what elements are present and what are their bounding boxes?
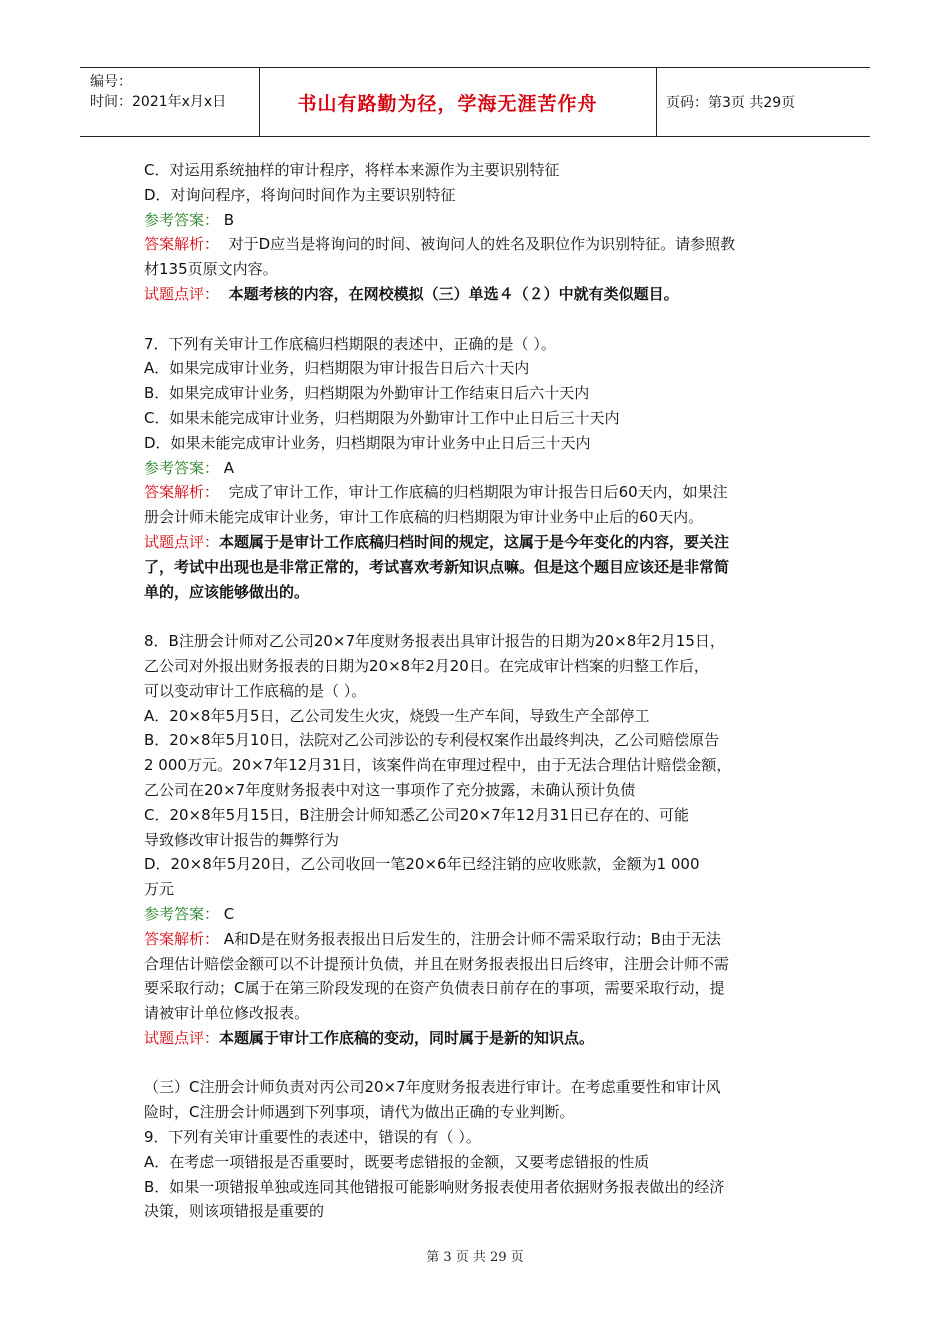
explanation-text: 合理估计赔偿金额可以不计提预计负债，并且在财务报表报出日后终审，注册会计师不需 (144, 954, 730, 973)
explanation-text: A和D是在财务报表报出日后发生的，注册会计师不需采取行动；B由于无法 (223, 929, 721, 948)
option-c: 导致修改审计报告的舞弊行为 (144, 830, 340, 849)
explanation-line (144, 480, 814, 505)
answer-label: 参考答案： (144, 210, 220, 229)
header-motto: 书山有路勤为径，学海无涯苦作舟 (297, 92, 598, 115)
answer-label: 参考答案： (144, 904, 220, 923)
explanation-text: 请被审计单位修改报表。 (144, 1004, 310, 1023)
option-b: B．20×8年5月10日，法院对乙公司涉讼的专利侵权案作出最终判决，乙公司赔偿原告 (144, 731, 720, 750)
question-stem: 9．下列有关审计重要性的表述中，错误的有（ ）。 (144, 1128, 481, 1147)
comment-line (144, 282, 814, 307)
explanation-text: 材135页原文内容。 (144, 260, 278, 279)
explanation-text: 完成了审计工作，审计工作底稿的归档期限为审计报告日后60天内，如果注 (228, 483, 728, 502)
option-d: 万元 (144, 880, 175, 899)
option-c: C．20×8年5月15日，B注册会计师知悉乙公司20×7年12月31日已存在的、可能 (144, 805, 689, 824)
header-divider (656, 67, 657, 137)
answer-value: B (223, 210, 235, 229)
option-c: C．如果未能完成审计业务，归档期限为外勤审计工作中止日后三十天内 (144, 408, 620, 427)
comment-text: 本题属于审计工作底稿的变动，同时属于是新的知识点。 (219, 1028, 595, 1047)
comment-label: 试题点评： (144, 284, 220, 303)
page-header (80, 67, 870, 137)
option-c: C．对运用系统抽样的审计程序，将样本来源作为主要识别特征 (144, 161, 560, 179)
explanation-line (144, 232, 814, 257)
comment-text: 本题考核的内容，在网校模拟（三）单选４（２）中就有类似题目。 (228, 284, 679, 303)
explanation-label: 答案解析： (144, 483, 220, 502)
question-stem: 7．下列有关审计工作底稿归档期限的表述中，正确的是（ ）。 (144, 334, 556, 353)
comment-text: 了，考试中出现也是非常正常的，考试喜欢考新知识点嘛。但是这个题目应该还是非常简 (144, 557, 730, 576)
explanation-text: 要采取行动；C属于在第三阶段发现的在资产负债表日前存在的事项，需要采取行动，提 (144, 979, 725, 998)
comment-text: 本题属于是审计工作底稿归档时间的规定，这属于是今年变化的内容，要关注 (219, 532, 730, 551)
comment-line (144, 1026, 814, 1051)
section-intro: （三）C注册会计师负责对丙公司20×7年度财务报表进行审计。在考虑重要性和审计风 (144, 1078, 721, 1097)
answer-line (144, 902, 814, 927)
answer-line (144, 208, 814, 233)
comment-label: 试题点评： (144, 532, 220, 551)
option-b: 决策，则该项错报是重要的 (144, 1202, 325, 1221)
explanation-line (144, 927, 814, 952)
option-d: D．如果未能完成审计业务，归档期限为审计业务中止日后三十天内 (144, 433, 591, 452)
header-page-code: 页码：第3页 共29页 (666, 95, 796, 111)
comment-line (144, 530, 814, 555)
answer-line (144, 456, 814, 481)
question-stem: 8．B注册会计师对乙公司20×7年度财务报表出具审计报告的日期为20×8年2月15日， (144, 632, 725, 651)
explanation-text: 对于D应当是将询问的时间、被询问人的姓名及职位作为识别特征。请参照教 (228, 235, 736, 254)
document-date: 时间：2021年x月x日 (90, 94, 227, 110)
explanation-label: 答案解析： (144, 235, 220, 254)
page-footer: 第 3 页 共 29 页 (426, 1250, 524, 1265)
comment-text: 单的，应该能够做出的。 (144, 582, 310, 601)
header-meta (90, 72, 226, 112)
question-stem: 可以变动审计工作底稿的是（ ）。 (144, 681, 367, 700)
option-a: A．在考虑一项错报是否重要时，既要考虑错报的金额，又要考虑错报的性质 (144, 1152, 650, 1171)
option-d: D．20×8年5月20日，乙公司收回一笔20×6年已经注销的应收账款，金额为1 000 (144, 855, 700, 874)
option-d: D．对询问程序，将询问时间作为主要识别特征 (144, 185, 456, 204)
section-intro: 险时，C注册会计师遇到下列事项，请代为做出正确的专业判断。 (144, 1103, 575, 1122)
option-b: 乙公司在20×7年度财务报表中对这一事项作了充分披露，未确认预计负债 (144, 780, 636, 799)
explanation-label: 答案解析： (144, 929, 220, 948)
option-b: B．如果完成审计业务，归档期限为外勤审计工作结束日后六十天内 (144, 384, 590, 403)
option-a: A．如果完成审计业务，归档期限为审计报告日后六十天内 (144, 359, 530, 378)
comment-label: 试题点评： (144, 1028, 220, 1047)
option-a: A．20×8年5月5日，乙公司发生火灾，烧毁一生产车间，导致生产全部停工 (144, 706, 650, 725)
option-b: 2 000万元。20×7年12月31日，该案件尚在审理过程中，由于无法合理估计赔偿金额， (144, 756, 732, 775)
option-b: B．如果一项错报单独或连同其他错报可能影响财务报表使用者依据财务报表做出的经济 (144, 1177, 725, 1196)
explanation-text: 册会计师未能完成审计业务，审计工作底稿的归档期限为审计业务中止后的60天内。 (144, 508, 704, 527)
question-stem: 乙公司对外报出财务报表的日期为20×8年2月20日。在完成审计档案的归整工作后， (144, 656, 709, 675)
document-number: 编号： (90, 74, 132, 90)
answer-value: C (223, 904, 235, 923)
answer-label: 参考答案： (144, 458, 220, 477)
answer-value: A (223, 458, 235, 477)
document-body (144, 158, 814, 1224)
